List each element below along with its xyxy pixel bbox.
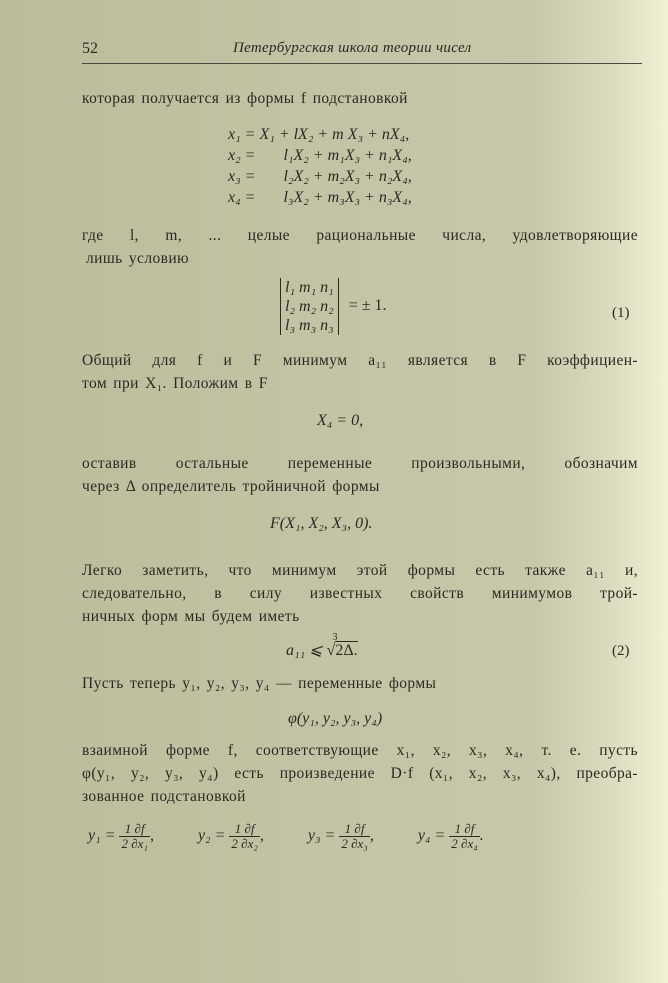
derivative-y1 <box>88 822 154 851</box>
equation-number-2: (2) <box>612 643 630 659</box>
determinant-equation <box>280 278 387 335</box>
determinant-row: l₂ m₂ n₂ <box>285 298 334 315</box>
paragraph-reciprocal-line1: взаимной форме f, соответствующие x₁, x₂, x₃, x₄, т. е. пусть <box>82 742 638 759</box>
paragraph-reciprocal-line2: φ(y₁, y₂, y₃, y₄) есть произведение D·f (x₁, x₂, x₃, x₄), преобра- <box>82 765 638 782</box>
paragraph-inequality-line2: следовательно, в силу известных свойств минимумов трой- <box>82 585 638 602</box>
equation-ternary-form: F(X₁, X₂, X₃, 0). <box>270 515 373 532</box>
paragraph-variables: Пусть теперь y₁, y₂, y₃, y₄ — переменные формы <box>82 675 437 692</box>
derivative-lhs: y₂ = <box>197 827 226 845</box>
determinant-row: l₃ m₃ n₃ <box>285 317 334 334</box>
derivative-y4 <box>418 822 484 851</box>
fraction-denominator: 2 ∂x₃ <box>341 836 368 851</box>
paragraph-minimum-line1: Общий для f и F минимум a₁₁ является в F коэффициен- <box>82 352 638 369</box>
fraction-denominator: 2 ∂x₂ <box>231 836 258 851</box>
paragraph-condition-line2: лишь условию <box>86 250 190 267</box>
paragraph-inequality-line3: ничных форм мы будем иметь <box>82 608 300 625</box>
equation-number-1: (1) <box>612 305 630 321</box>
equation-phi: φ(y₁, y₂, y₃, y₄) <box>288 710 383 727</box>
substitution-line: x₄ = l₃X₂ + m₃X₃ + n₃X₄, <box>228 189 412 206</box>
running-title: Петербургская школа теории чисел <box>233 40 472 56</box>
fraction-denominator: 2 ∂x₄ <box>451 836 478 851</box>
paragraph-condition-line1: где l, m, ... целые рациональные числа, удовлетворяющие <box>82 227 638 244</box>
determinant-matrix <box>280 278 339 335</box>
paragraph-reciprocal-line3: зованное подстановкой <box>82 788 246 805</box>
paragraph-intro: которая получается из формы f подстановкой <box>82 90 408 107</box>
header-rule <box>82 63 642 64</box>
equation-x4-zero: X₄ = 0, <box>317 412 364 429</box>
derivative-substitution <box>88 822 648 851</box>
radical-sign-icon: √ <box>326 642 336 659</box>
radicand: 2Δ. <box>335 642 358 659</box>
fraction-numerator: 1 ∂f <box>449 822 479 837</box>
determinant-rhs: = ± 1. <box>348 297 387 314</box>
separator: , <box>149 827 154 845</box>
separator: . <box>479 827 484 845</box>
separator: , <box>259 827 264 845</box>
paragraph-minimum-line2: том при X₁. Положим в F <box>82 375 268 392</box>
derivative-y2 <box>198 822 264 851</box>
inequality-equation <box>286 632 358 660</box>
substitution-line: x₂ = l₁X₂ + m₁X₃ + n₁X₄, <box>228 147 412 164</box>
substitution-line: x₃ = l₂X₂ + m₂X₃ + n₂X₄, <box>228 168 412 185</box>
derivative-lhs: y₄ = <box>417 827 446 845</box>
cube-root <box>326 632 358 659</box>
derivative-lhs: y₁ = <box>88 827 116 845</box>
fraction-numerator: 1 ∂f <box>339 822 369 837</box>
fraction-numerator: 1 ∂f <box>229 822 259 837</box>
substitution-line: x₁ = X₁ + lX₂ + m X₃ + nX₄, <box>228 126 410 143</box>
page-number: 52 <box>82 40 98 57</box>
fraction-numerator: 1 ∂f <box>119 822 149 837</box>
substitution-system <box>228 124 412 208</box>
root-index: 3 <box>332 632 338 643</box>
fraction-denominator: 2 ∂x₁ <box>121 836 148 851</box>
paragraph-delta-line2: через Δ определитель тройничной формы <box>82 478 380 495</box>
derivative-y3 <box>308 822 374 851</box>
determinant-row: l₁ m₁ n₁ <box>285 279 334 296</box>
separator: , <box>369 827 374 845</box>
inequality-lhs: a₁₁ ⩽ <box>286 642 323 659</box>
paragraph-inequality-line1: Легко заметить, что минимум этой формы есть также a₁₁ и, <box>82 562 638 579</box>
paragraph-delta-line1: оставив остальные переменные произвольными, обозначим <box>82 455 638 472</box>
derivative-lhs: y₃ = <box>307 827 336 845</box>
